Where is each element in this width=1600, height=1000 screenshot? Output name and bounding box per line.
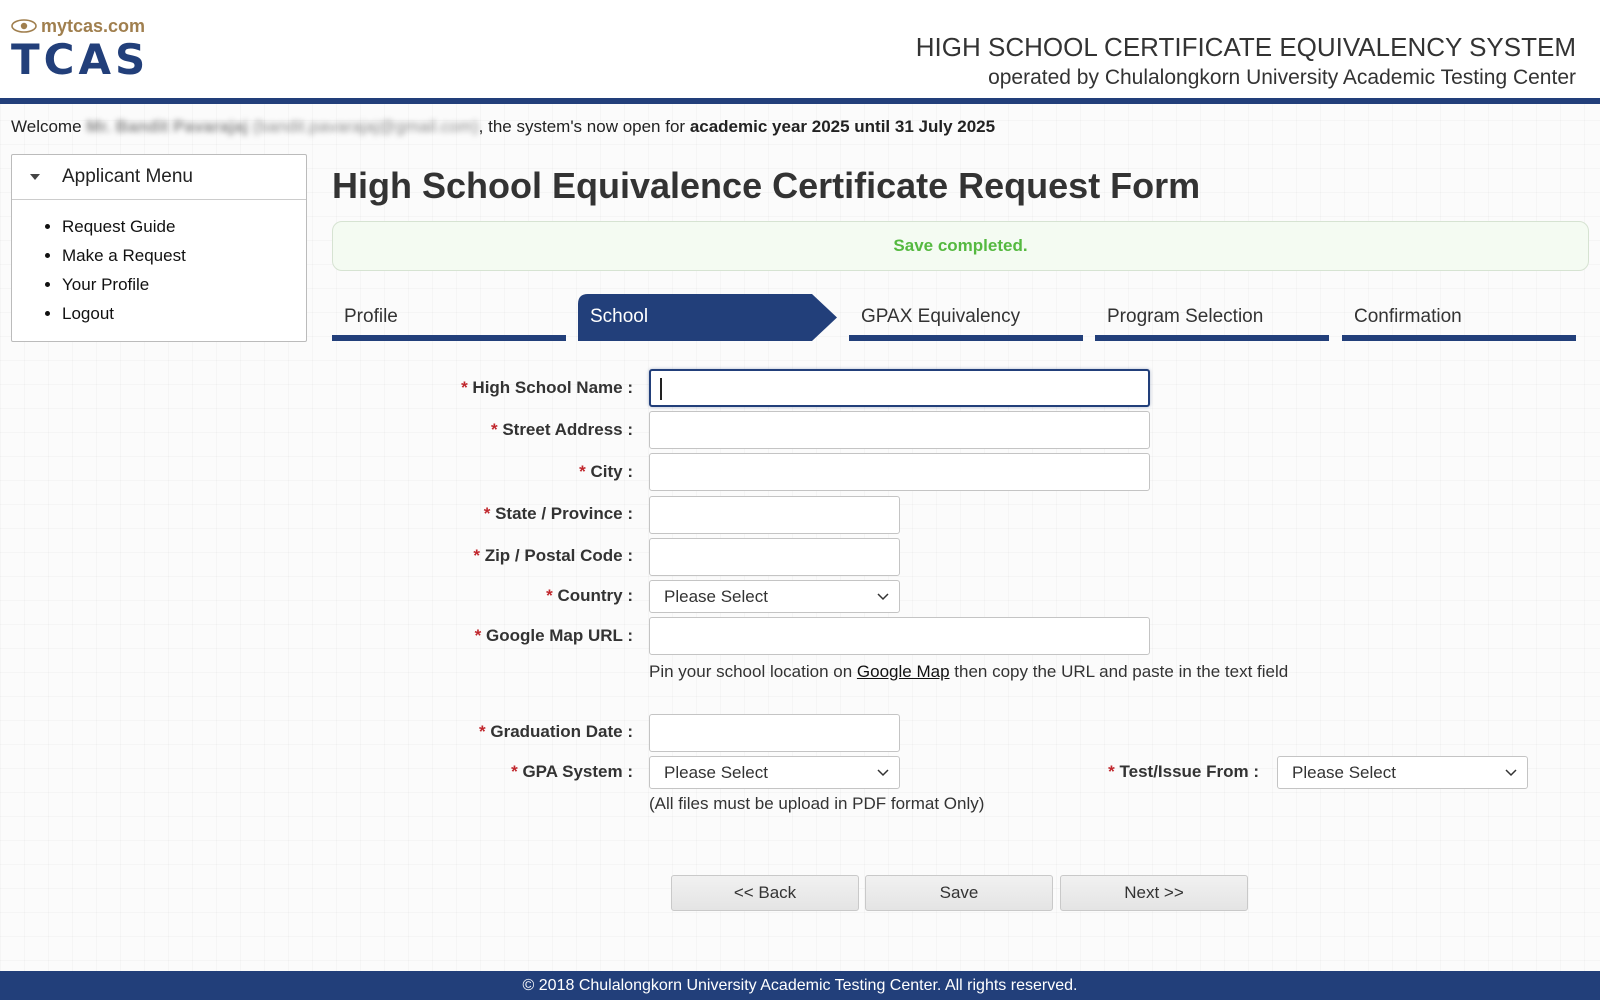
site-header xyxy=(0,0,1600,104)
gpa-system-select[interactable] xyxy=(649,756,900,789)
label-test-issue-from: * Test/Issue From : xyxy=(1108,762,1259,781)
label-gpa-system: * GPA System : xyxy=(511,762,633,781)
menu-item-logout[interactable]: • Logout xyxy=(62,299,306,328)
tcas-logo[interactable] xyxy=(11,14,149,82)
step-program-label: Program Selection xyxy=(1107,306,1264,327)
label-google-map-url: * Google Map URL : xyxy=(474,626,633,645)
caret-down-icon xyxy=(30,174,40,180)
step-school-label: School xyxy=(590,306,649,327)
label-high-school-name: * High School Name : xyxy=(461,378,633,397)
chevron-down-icon xyxy=(1505,766,1517,778)
applicant-menu-header[interactable] xyxy=(12,155,306,200)
step-confirmation-label: Confirmation xyxy=(1354,306,1462,327)
logo-site-text: mytcas.com xyxy=(41,15,146,36)
step-gpax-equivalency[interactable] xyxy=(849,294,1083,341)
chevron-down-icon xyxy=(877,766,889,778)
state-province-input[interactable] xyxy=(649,496,900,534)
welcome-user-email: (bandit.pavarajaj@gmail.com) xyxy=(252,117,479,136)
welcome-bar xyxy=(11,117,995,137)
save-button[interactable]: Save xyxy=(865,875,1053,911)
label-state-province: * State / Province : xyxy=(483,504,633,523)
street-address-input[interactable] xyxy=(649,411,1150,449)
graduation-date-input[interactable] xyxy=(649,714,900,752)
site-footer: © 2018 Chulalongkorn University Academic Testing Center. All rights reserved. xyxy=(0,971,1600,1000)
save-status-alert: Save completed. xyxy=(332,221,1589,271)
menu-item-request-guide[interactable]: • Request Guide xyxy=(62,212,306,241)
google-map-url-input[interactable] xyxy=(649,617,1150,655)
step-profile[interactable] xyxy=(332,294,566,341)
step-gpax-label: GPAX Equivalency xyxy=(861,306,1021,327)
gpa-system-selected-value: Please Select xyxy=(664,763,768,782)
step-program-selection[interactable] xyxy=(1095,294,1329,341)
welcome-middle: , the system's now open for xyxy=(478,117,686,136)
applicant-menu-list xyxy=(12,200,306,328)
label-city: * City : xyxy=(579,462,633,481)
city-input[interactable] xyxy=(649,453,1150,491)
system-title: HIGH SCHOOL CERTIFICATE EQUIVALENCY SYSTEM xyxy=(915,32,1576,62)
zip-postal-code-input[interactable] xyxy=(649,538,900,576)
step-school[interactable] xyxy=(578,294,837,341)
next-button[interactable]: Next >> xyxy=(1060,875,1248,911)
high-school-name-input[interactable] xyxy=(649,369,1150,407)
page-title: High School Equivalence Certificate Request Form xyxy=(332,165,1201,206)
applicant-menu-title: Applicant Menu xyxy=(62,166,193,187)
logo-name: TCAS xyxy=(11,35,150,84)
google-map-link[interactable]: Google Map xyxy=(856,662,950,681)
test-issue-from-selected-value: Please Select xyxy=(1292,763,1396,782)
pdf-format-note: (All files must be upload in PDF format Only) xyxy=(649,794,985,813)
system-subtitle: operated by Chulalongkorn University Academic Testing Center xyxy=(988,66,1576,89)
welcome-academic-year: academic year 2025 until 31 July 2025 xyxy=(689,117,996,136)
welcome-user-name: Mr. Bandit Pavarajaj xyxy=(86,117,248,136)
header-titles xyxy=(916,30,1576,92)
country-selected-value: Please Select xyxy=(664,587,768,606)
country-select[interactable] xyxy=(649,580,900,613)
step-profile-label: Profile xyxy=(344,306,398,327)
applicant-menu xyxy=(11,154,307,342)
text-cursor xyxy=(660,378,662,400)
label-zip-postal-code: * Zip / Postal Code : xyxy=(473,546,633,565)
eye-icon xyxy=(11,19,37,33)
welcome-prefix: Welcome xyxy=(11,117,82,136)
label-street-address: * Street Address : xyxy=(490,420,633,439)
back-button[interactable]: << Back xyxy=(671,875,859,911)
google-map-hint: Pin your school location on Google Map then copy the URL and paste in the text field xyxy=(649,662,1289,681)
label-graduation-date: * Graduation Date : xyxy=(479,722,633,741)
chevron-down-icon xyxy=(877,590,889,602)
menu-item-make-request[interactable]: • Make a Request xyxy=(62,241,306,270)
label-country: * Country : xyxy=(546,586,633,605)
step-confirmation[interactable] xyxy=(1342,294,1576,341)
test-issue-from-select[interactable] xyxy=(1277,756,1528,789)
menu-item-your-profile[interactable]: • Your Profile xyxy=(62,270,306,299)
